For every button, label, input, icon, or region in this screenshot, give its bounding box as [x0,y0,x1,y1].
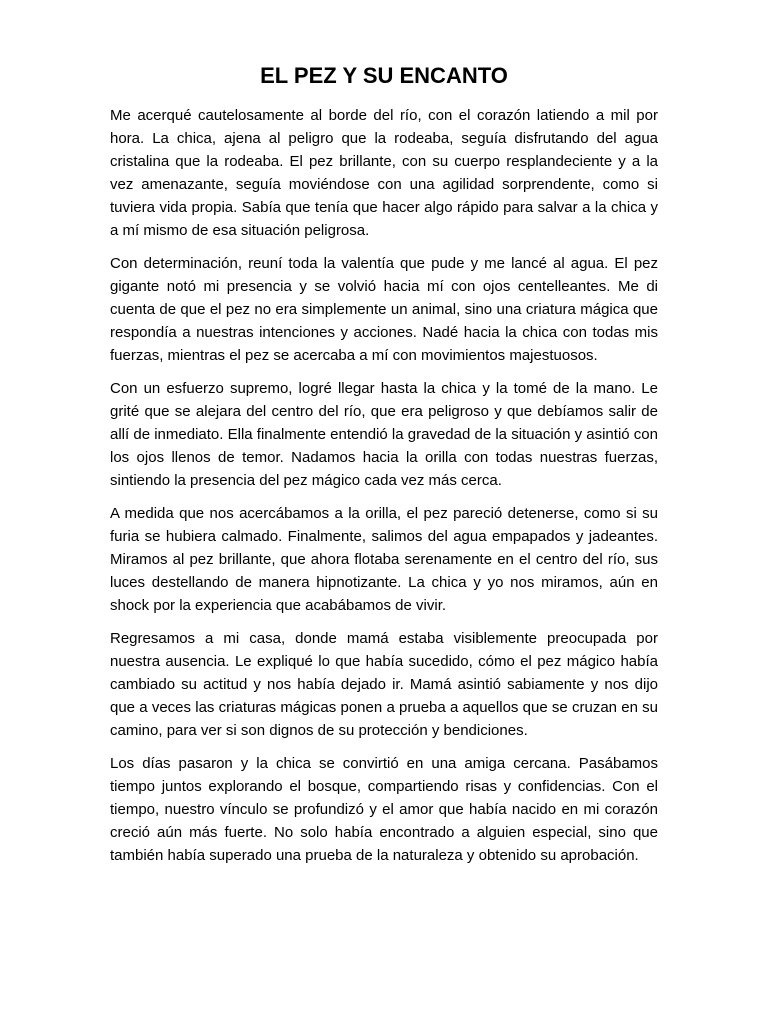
paragraph-5: Regresamos a mi casa, donde mamá estaba visiblemente preocupada por nuestra ausencia. Le expliqué lo que había sucedido, cómo el pez mágico había cambiado su actitud y nos había dejado ir. Mamá asintió sabiamente y nos dijo que a veces las criaturas mágicas ponen a prueba a aquellos que se cruzan en su camino, para ver si son dignos de su protección y bendiciones. [110,630,658,739]
paragraph-2: Con determinación, reuní toda la valentía que pude y me lancé al agua. El pez gigante notó mi presencia y se volvió hacia mí con ojos centelleantes. Me di cuenta de que el pez no era simplemente un animal, sino una criatura mágica que respondía a nuestras intenciones y acciones. Nadé hacia la chica con todas mis fuerzas, mientras el pez se acercaba a mí con movimientos majestuosos. [110,255,658,364]
document-title: EL PEZ Y SU ENCANTO [260,63,508,88]
paragraph-4: A medida que nos acercábamos a la orilla, el pez pareció detenerse, como si su furia se hubiera calmado. Finalmente, salimos del agua empapados y jadeantes. Miramos al pez brillante, que ahora flotaba serenamente en el centro del río, sus luces destellando de manera hipnotizante. La chica y yo nos miramos, aún en shock por la experiencia que acabábamos de vivir. [110,505,658,614]
paragraph-3: Con un esfuerzo supremo, logré llegar hasta la chica y la tomé de la mano. Le grité que se alejara del centro del río, que era peligroso y que debíamos salir de allí de inmediato. Ella finalmente entendió la gravedad de la situación y asintió con los ojos llenos de temor. Nadamos hacia la orilla con todas nuestras fuerzas, sintiendo la presencia del pez mágico cada vez más cerca. [110,380,658,489]
paragraph-1: Me acerqué cautelosamente al borde del río, con el corazón latiendo a mil por hora. La chica, ajena al peligro que la rodeaba, seguía disfrutando del agua cristalina que la rodeaba. El pez brillante, con su cuerpo resplandeciente y a la vez amenazante, seguía moviéndose con una agilidad sorprendente, como si tuviera vida propia. Sabía que tenía que hacer algo rápido para salvar a la chica y a mí mismo de esa situación peligrosa. [110,107,658,239]
paragraph-6: Los días pasaron y la chica se convirtió en una amiga cercana. Pasábamos tiempo juntos explorando el bosque, compartiendo risas y confidencias. Con el tiempo, nuestro vínculo se profundizó y el amor que había nacido en mi corazón creció aún más fuerte. No solo había encontrado a alguien especial, sino que también había superado una prueba de la naturaleza y obtenido su aprobación. [110,755,658,864]
